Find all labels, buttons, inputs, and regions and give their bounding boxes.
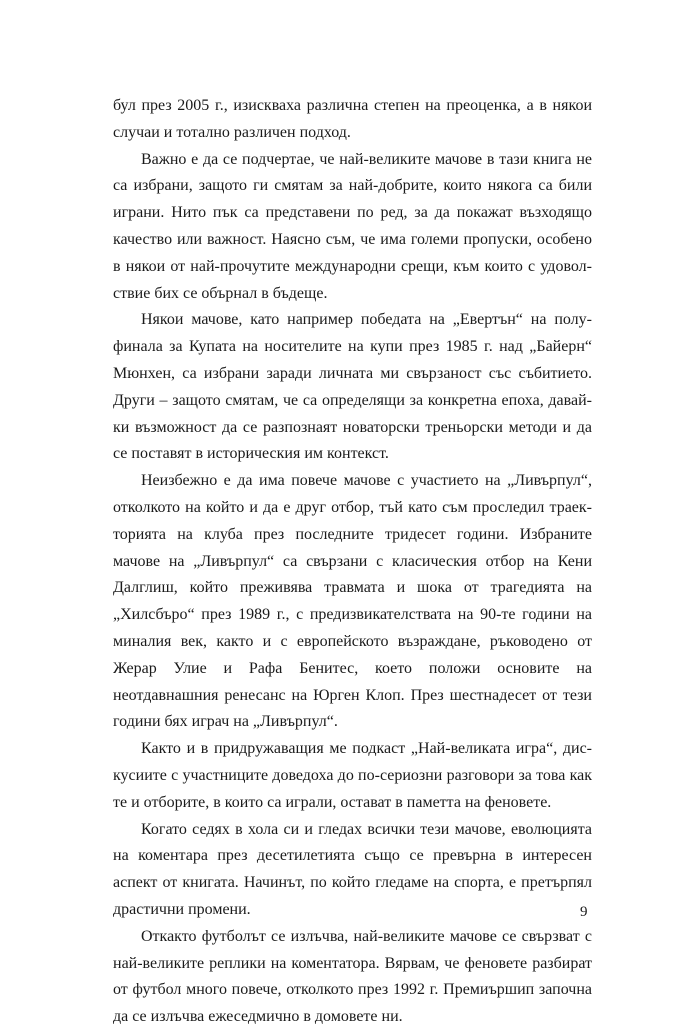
paragraph-2: Важно е да се подчертае, че най-великите мачове в тази книга не са избрани, защото ги смятам за най-добрите, които някога са били играни. Нито пък са представени по ред, за да покажат възходящо качество или важност. Наясно съм, че има големи пропуски, особено в някои от най-прочутите международни срещи, към които с удоволствие бих се обърнал в бъдеще. bbox=[113, 150, 592, 302]
page-number: 9 bbox=[580, 904, 588, 920]
paragraph-1: бул през 2005 г., изискваха различна степен на преоценка, а в някои случаи и тотално различен подход. bbox=[113, 97, 592, 141]
paragraph-4: Неизбежно е да има повече мачове с участието на „Ливърпул“, отколкото на който и да е друг отбор, тъй като съм проследил траекторията на клуба през последните тридесет години. Избраните мачове на „Ливърпул“ са свързани с класическия отбор на Кени Далглиш, който преживява травмата и шока от трагедията на „Хилсбъро“ през 1989 г., с предизвикателствата на 90-те години на миналия век, както и с европейското възраждане, ръководено от Жерар Улие и Рафа Бенитес, което положи основите на неотдавнашния ренесанс на Юрген Клоп. През шестнадесет от тези години бях играч на „Ливърпул“. bbox=[113, 472, 592, 731]
paragraph-6: Когато седях в хола си и гледах всички тези мачове, еволюцията на коментара през десетилетията също се превърна в интересен аспект от книгата. Начинът, по който гледаме на спорта, е претърпял драстични промени. bbox=[113, 820, 592, 918]
page-body bbox=[113, 93, 592, 1031]
paragraph-7: Откакто футболът се излъчва, най-великите мачове се свързват с най-великите реплики на коментатора. Вярвам, че феновете разбират от футбол много повече, отколкото през 1992 г. Премиършип започна да се излъчва ежеседмично в домовете ни. bbox=[113, 927, 592, 1026]
paragraph-5: Както и в придружаващия ме подкаст „Най-великата игра“, дискусиите с участниците доведоха до по-сериозни разговори за това как те и отборите, в които са играли, остават в паметта на феновете. bbox=[113, 740, 592, 811]
paragraph-3: Някои мачове, като например победата на „Евертън“ на полуфинала за Купата на носителите на купи през 1985 г. над „Байерн“ Мюнхен, са избрани заради личната ми свързаност със събитието. Други – защото смятам, че са определящи за конкретна епоха, давайки възможност да се разпознаят новаторски треньорски методи и да се поставят в историческия им контекст. bbox=[113, 311, 592, 463]
